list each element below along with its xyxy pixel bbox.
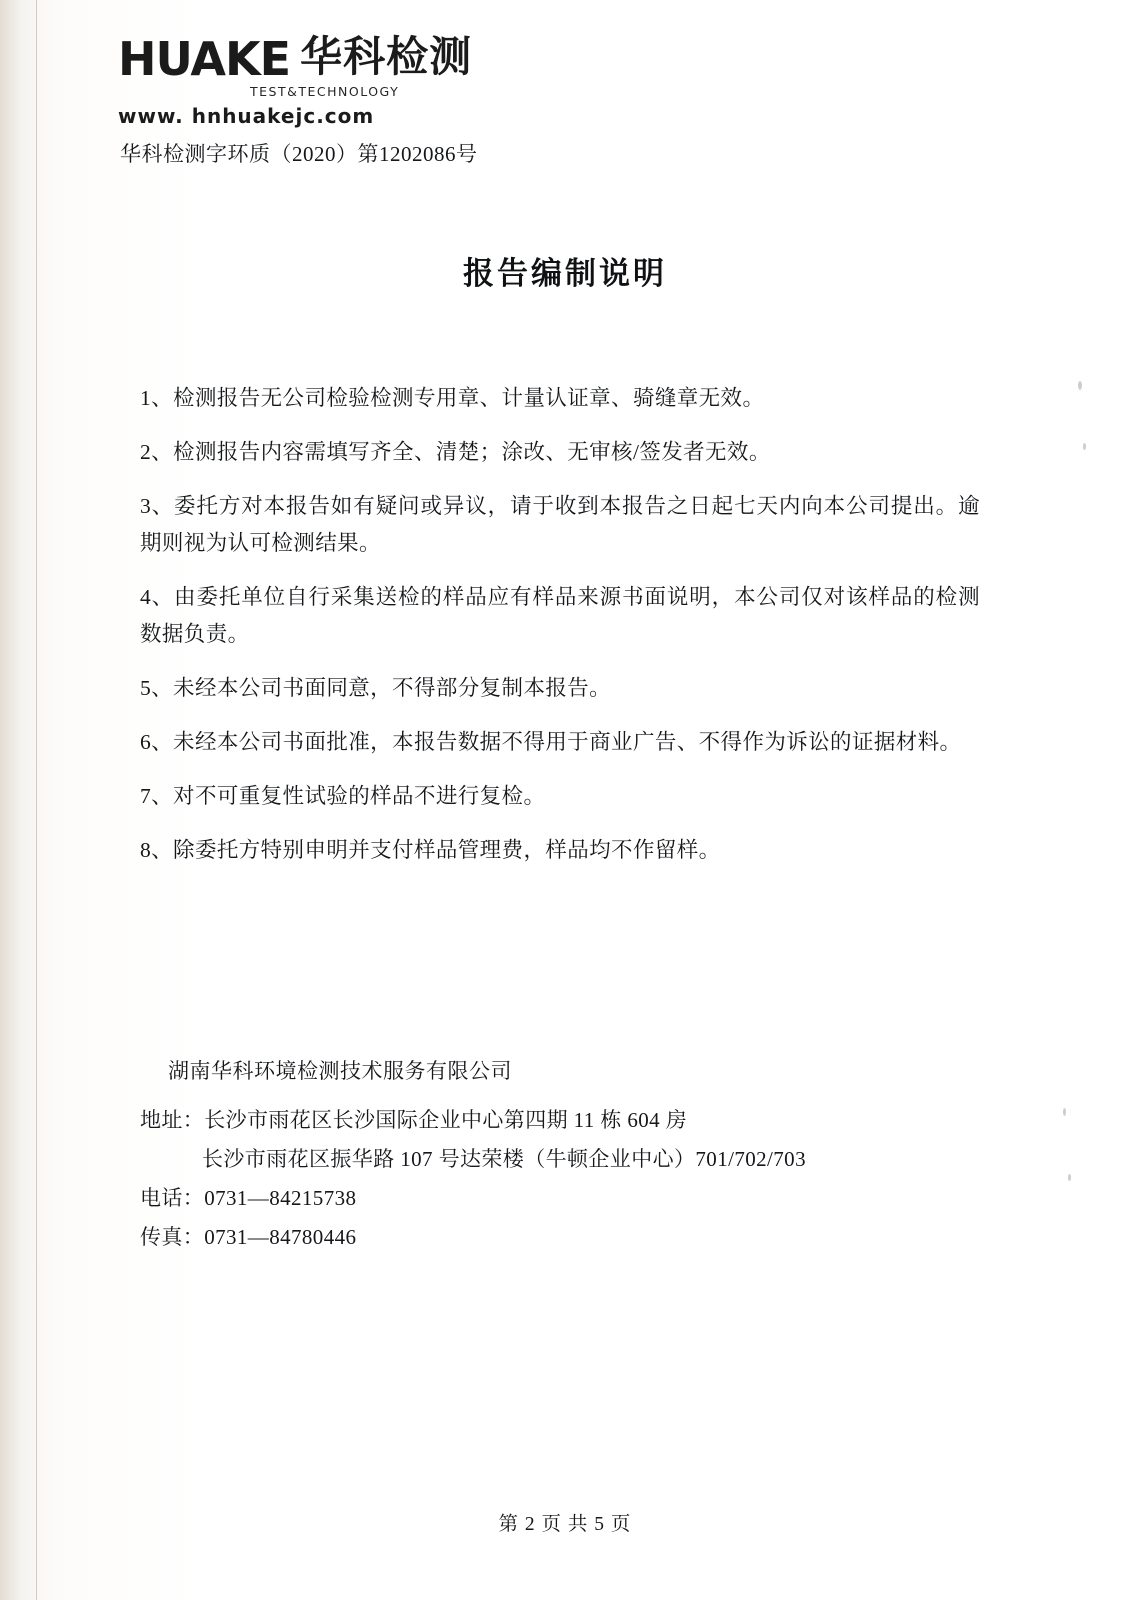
logo-row	[118, 32, 538, 86]
company-name: 湖南华科环境检测技术服务有限公司	[168, 1059, 512, 1083]
page-number: 第 2 页 共 5 页	[498, 1514, 632, 1535]
scan-speck	[1068, 1174, 1071, 1181]
list-item: 7、对不可重复性试验的样品不进行复检。	[140, 783, 546, 808]
company-address: 地址：长沙市雨花区长沙国际企业中心第四期 11 栋 604 房	[140, 1108, 688, 1132]
list-item: 4、由委托单位自行采集送检的样品应有样品来源书面说明，本公司仅对该样品的检测数据负责。	[140, 584, 980, 646]
scan-speck	[1063, 1108, 1066, 1116]
scan-speck	[1083, 443, 1086, 450]
page-title: 报告编制说明	[463, 256, 667, 292]
list-item: 3、委托方对本报告如有疑问或异议，请于收到本报告之日起七天内向本公司提出。逾期则视为认可检测结果。	[140, 493, 980, 555]
company-logo	[118, 32, 538, 128]
scan-speck	[1078, 381, 1082, 390]
list-item: 2、检测报告内容需填写齐全、清楚；涂改、无审核/签发者无效。	[140, 439, 771, 464]
company-fax: 传真：0731—84780446	[140, 1224, 357, 1249]
scan-edge-line	[36, 0, 37, 1600]
company-phone: 电话：0731—84215738	[140, 1185, 357, 1210]
company-address-secondary: 长沙市雨花区振华路 107 号达荣楼（牛顿企业中心）701/702/703	[202, 1146, 806, 1171]
logo-wordmark: HUAKE	[118, 32, 291, 86]
list-item: 1、检测报告无公司检验检测专用章、计量认证章、骑缝章无效。	[140, 386, 765, 410]
logo-chinese-name: 华科检测	[300, 32, 473, 81]
logo-tagline: TEST&TECHNOLOGY	[250, 84, 400, 99]
certificate-number: 华科检测字环质（2020）第1202086号	[120, 142, 478, 166]
list-item: 6、未经本公司书面批准，本报告数据不得用于商业广告、不得作为诉讼的证据材料。	[140, 729, 962, 754]
list-item: 5、未经本公司书面同意，不得部分复制本报告。	[140, 675, 612, 700]
list-item: 8、除委托方特别申明并支付样品管理费，样品均不作留样。	[140, 837, 721, 862]
scan-edge-shadow	[0, 0, 46, 1600]
notes-list	[140, 380, 980, 886]
company-info	[140, 1055, 960, 1256]
company-website: www. hnhuakejc.com	[118, 104, 375, 128]
